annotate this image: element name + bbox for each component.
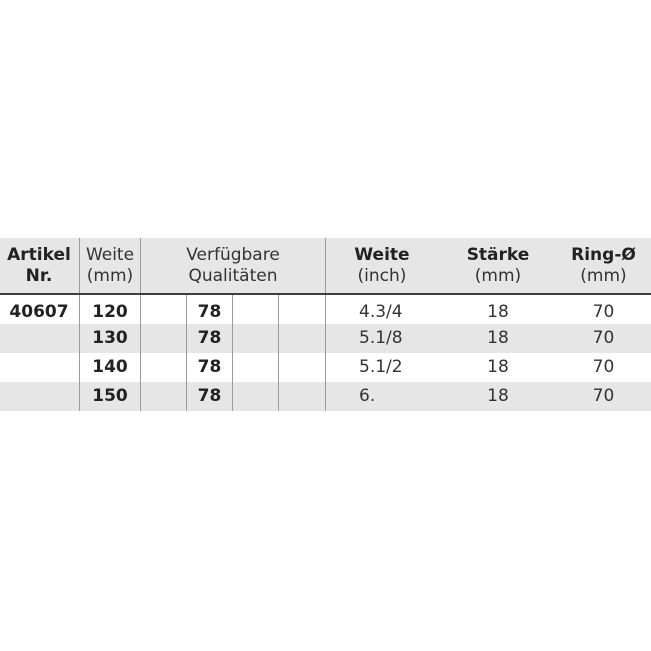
header-artikel-line2: Nr.	[25, 265, 53, 286]
header-weite-inch-line1: Weite	[354, 244, 410, 265]
table-row	[0, 324, 651, 353]
column-divider	[140, 382, 141, 411]
table-row	[0, 382, 651, 411]
cell-staerke: 18	[487, 386, 509, 406]
cell-staerke: 18	[487, 328, 509, 348]
cell-ring: 70	[592, 328, 615, 348]
cell-qualitaet: 78	[197, 357, 222, 377]
header-artikel-line1: Artikel	[7, 244, 71, 265]
cell-ring: 70	[592, 357, 615, 377]
cell-staerke: 18	[487, 357, 509, 377]
cell-weite-mm: 140	[92, 357, 128, 377]
column-divider	[232, 324, 233, 353]
cell-ring: 70	[592, 302, 615, 322]
column-divider	[278, 295, 279, 302]
column-divider	[278, 382, 279, 411]
column-divider	[325, 353, 326, 382]
column-divider	[278, 353, 279, 382]
header-qualitaeten	[141, 238, 325, 293]
column-divider	[232, 382, 233, 411]
cell-weite-inch: 5.1/8	[359, 328, 403, 348]
cell-weite-mm: 120	[92, 302, 128, 322]
header-ring	[556, 238, 651, 293]
header-weite-mm-line2: (mm)	[86, 265, 134, 286]
column-divider	[140, 295, 141, 302]
cell-artikel	[0, 353, 78, 382]
product-table	[0, 238, 651, 411]
column-divider	[325, 382, 326, 411]
column-divider	[325, 324, 326, 353]
column-divider	[232, 295, 233, 302]
column-divider	[186, 295, 187, 302]
column-divider	[325, 302, 326, 324]
header-ring-line2: (mm)	[580, 265, 627, 286]
column-divider	[278, 324, 279, 353]
cell-weite-inch: 5.1/2	[359, 357, 403, 377]
table-header	[0, 238, 651, 295]
header-weite-mm	[80, 238, 140, 293]
cell-artikel: 40607	[9, 302, 69, 322]
cell-artikel	[0, 382, 78, 411]
cell-weite-inch: 4.3/4	[359, 302, 403, 322]
header-weite-inch-line2: (inch)	[357, 265, 407, 286]
header-staerke-line2: (mm)	[474, 265, 522, 286]
cell-artikel	[0, 324, 78, 353]
header-weite-inch	[330, 238, 434, 293]
header-staerke	[440, 238, 556, 293]
column-divider	[325, 238, 326, 293]
cell-qualitaet: 78	[197, 328, 222, 348]
header-qualitaeten-line1: Verfügbare	[186, 244, 280, 265]
cell-weite-inch: 6.	[359, 386, 376, 406]
column-divider	[140, 324, 141, 353]
column-divider	[278, 302, 279, 324]
header-staerke-line1: Stärke	[466, 244, 530, 265]
cell-qualitaet: 78	[197, 302, 222, 322]
column-divider	[325, 295, 326, 302]
column-divider	[140, 353, 141, 382]
header-weite-mm-line1: Weite	[85, 244, 135, 265]
header-qualitaeten-line2: Qualitäten	[188, 265, 278, 286]
cell-qualitaet: 78	[197, 386, 222, 406]
cell-ring: 70	[592, 386, 615, 406]
column-divider	[79, 295, 80, 302]
table-row	[0, 353, 651, 382]
cell-weite-mm: 130	[92, 328, 128, 348]
cell-weite-mm: 150	[92, 386, 128, 406]
column-divider	[140, 302, 141, 324]
column-divider	[232, 302, 233, 324]
table-row	[0, 302, 651, 324]
cell-staerke: 18	[487, 302, 509, 322]
column-divider	[232, 353, 233, 382]
header-artikel	[0, 238, 78, 293]
header-ring-line1: Ring-Ø	[571, 244, 636, 265]
header-spacer	[0, 295, 651, 302]
